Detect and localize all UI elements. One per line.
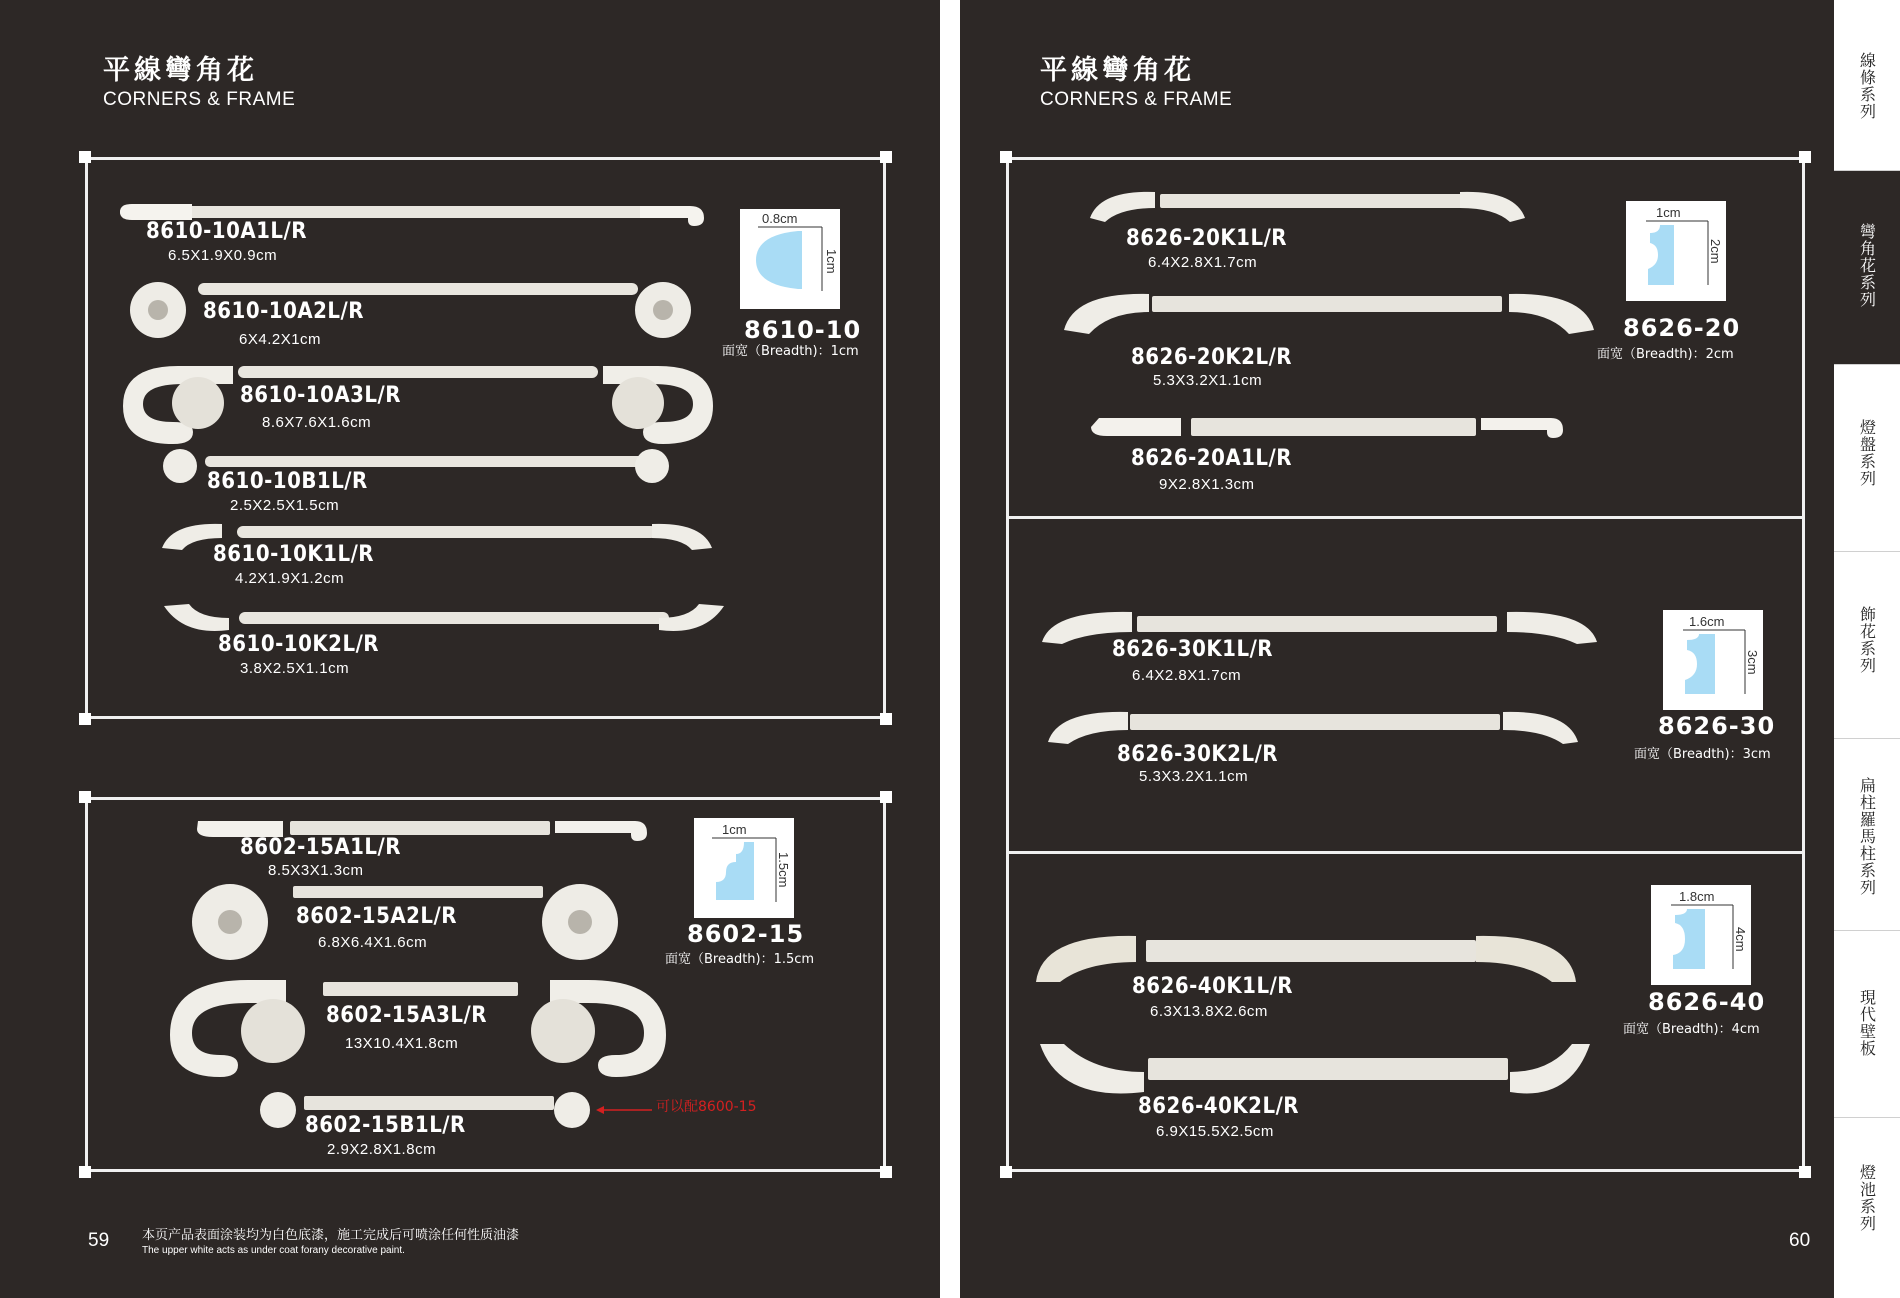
frame-corner — [1799, 1166, 1811, 1178]
frame-divider — [1006, 516, 1805, 519]
item-size: 6.5X1.9X0.9cm — [168, 247, 278, 264]
tab-corner-series[interactable] — [1834, 171, 1900, 365]
profile-name: 8626-40 — [1648, 988, 1766, 1016]
frame-corner — [880, 791, 892, 803]
tab-lines-series[interactable] — [1834, 0, 1900, 171]
item-code: 8626-20A1L/R — [1131, 446, 1293, 471]
frame-corner — [79, 713, 91, 725]
item-code: 8602-15A3L/R — [326, 1003, 488, 1028]
moulding-8626-20K1 — [1090, 188, 1530, 228]
profile-swatch-8602-15 — [694, 818, 794, 918]
profile-breadth: 面宽（Breadth)：3cm — [1634, 747, 1771, 762]
item-code: 8610-10A1L/R — [146, 219, 308, 244]
item-code: 8602-15B1L/R — [305, 1113, 466, 1138]
item-size: 4.2X1.9X1.2cm — [235, 570, 345, 587]
right-page-header — [1040, 48, 1232, 111]
tab-label: 現代壁板 — [1857, 989, 1877, 1057]
profile-swatch-8626-40 — [1651, 885, 1751, 985]
moulding-8626-40K2 — [1040, 1040, 1600, 1105]
profile-height: 4cm — [1733, 927, 1748, 952]
moulding-8610-10A3 — [118, 358, 718, 448]
profile-breadth: 面宽（Breadth)：1.5cm — [665, 952, 815, 967]
item-size: 6X4.2X1cm — [239, 331, 322, 348]
item-code: 8626-40K2L/R — [1138, 1094, 1300, 1119]
left-title-en: CORNERS & FRAME — [103, 89, 296, 110]
profile-name: 8626-30 — [1658, 712, 1776, 740]
item-code: 8626-30K1L/R — [1112, 637, 1274, 662]
item-code: 8602-15A1L/R — [240, 835, 402, 860]
frame-corner — [79, 1166, 91, 1178]
page-number: 59 — [88, 1230, 110, 1251]
footnote — [142, 1224, 519, 1256]
tab-label: 彎角花系列 — [1857, 223, 1877, 308]
profile-height: 1.5cm — [776, 852, 791, 888]
profile-height: 2cm — [1708, 239, 1723, 264]
footnote-en: The upper white acts as under coat forany decorative paint. — [142, 1245, 405, 1256]
tab-modern-panel[interactable] — [1834, 931, 1900, 1118]
profile-swatch-8626-20 — [1626, 201, 1726, 301]
spread-gutter — [940, 0, 960, 1298]
item-code: 8602-15A2L/R — [296, 904, 458, 929]
profile-width: 1cm — [1656, 205, 1681, 220]
item-code: 8626-20K1L/R — [1126, 226, 1288, 251]
tab-label: 燈盤系列 — [1857, 419, 1877, 487]
item-size: 3.8X2.5X1.1cm — [240, 660, 350, 677]
item-size: 6.8X6.4X1.6cm — [318, 934, 428, 951]
item-code: 8610-10K1L/R — [213, 542, 375, 567]
profile-name: 8626-20 — [1623, 314, 1741, 342]
item-size: 5.3X3.2X1.1cm — [1139, 768, 1249, 785]
item-size: 2.5X2.5X1.5cm — [230, 497, 340, 514]
moulding-8602-15A3 — [168, 976, 668, 1081]
profile-swatch-8610-10 — [740, 209, 840, 309]
profile-name: 8610-10 — [744, 316, 862, 344]
item-size: 6.3X13.8X2.6cm — [1150, 1003, 1268, 1020]
left-title-zh: 平線彎角花 — [103, 55, 258, 86]
note-arrow-icon — [596, 1104, 656, 1116]
left-page — [0, 0, 940, 1298]
section-index-tabs — [1834, 0, 1900, 1298]
moulding-8626-20K2 — [1064, 290, 1604, 340]
right-page — [960, 0, 1834, 1298]
profile-width: 1cm — [722, 822, 747, 837]
frame-corner — [1799, 151, 1811, 163]
profile-width: 0.8cm — [762, 211, 798, 226]
compatibility-note: 可以配8600-15 — [656, 1099, 757, 1115]
right-title-zh: 平線彎角花 — [1040, 55, 1195, 86]
right-title-en: CORNERS & FRAME — [1040, 89, 1233, 110]
item-size: 8.5X3X1.3cm — [268, 862, 364, 879]
profile-breadth: 面宽（Breadth)：2cm — [1597, 347, 1734, 362]
profile-width: 1.6cm — [1689, 614, 1725, 629]
frame-divider — [1006, 851, 1805, 854]
page-number: 60 — [1789, 1230, 1811, 1251]
tab-label: 扁柱羅馬柱系列 — [1857, 777, 1877, 896]
item-size: 5.3X3.2X1.1cm — [1153, 372, 1263, 389]
profile-height: 1cm — [824, 249, 839, 274]
item-code: 8626-20K2L/R — [1131, 345, 1293, 370]
tab-lamp-plate-series[interactable] — [1834, 365, 1900, 552]
item-code: 8626-40K1L/R — [1132, 974, 1294, 999]
profile-width: 1.8cm — [1679, 889, 1715, 904]
item-size: 2.9X2.8X1.8cm — [327, 1141, 437, 1158]
profile-height: 3cm — [1745, 650, 1760, 675]
tab-ornament-series[interactable] — [1834, 552, 1900, 739]
tab-label: 燈池系列 — [1857, 1164, 1877, 1232]
item-code: 8610-10A2L/R — [203, 299, 365, 324]
tab-pilaster-column-series[interactable] — [1834, 739, 1900, 931]
item-code: 8610-10B1L/R — [207, 469, 368, 494]
frame-corner — [1000, 151, 1012, 163]
tab-label: 飾花系列 — [1857, 606, 1877, 674]
item-code: 8610-10A3L/R — [240, 383, 402, 408]
frame-corner — [880, 1166, 892, 1178]
tab-ceiling-light-series[interactable] — [1834, 1118, 1900, 1298]
frame-corner — [79, 791, 91, 803]
item-code: 8610-10K2L/R — [218, 632, 380, 657]
frame-corner — [1000, 1166, 1012, 1178]
left-page-header — [103, 48, 295, 111]
item-size: 9X2.8X1.3cm — [1159, 476, 1255, 493]
item-size: 13X10.4X1.8cm — [345, 1035, 459, 1052]
item-size: 6.4X2.8X1.7cm — [1148, 254, 1258, 271]
frame-corner — [880, 151, 892, 163]
item-size: 6.9X15.5X2.5cm — [1156, 1123, 1274, 1140]
moulding-8626-40K1 — [1036, 932, 1616, 990]
moulding-8626-20A1 — [1091, 414, 1571, 444]
profile-swatch-8626-30 — [1663, 610, 1763, 710]
frame-corner — [880, 713, 892, 725]
item-size: 6.4X2.8X1.7cm — [1132, 667, 1242, 684]
footnote-zh: 本页产品表面涂装均为白色底漆，施工完成后可喷涂任何性质油漆 — [142, 1228, 520, 1243]
tab-label: 線條系列 — [1857, 52, 1877, 120]
profile-breadth: 面宽（Breadth)：4cm — [1623, 1022, 1760, 1037]
frame-corner — [79, 151, 91, 163]
profile-name: 8602-15 — [687, 920, 805, 948]
item-code: 8626-30K2L/R — [1117, 742, 1279, 767]
item-size: 8.6X7.6X1.6cm — [262, 414, 372, 431]
profile-breadth: 面宽（Breadth)：1cm — [722, 344, 859, 359]
